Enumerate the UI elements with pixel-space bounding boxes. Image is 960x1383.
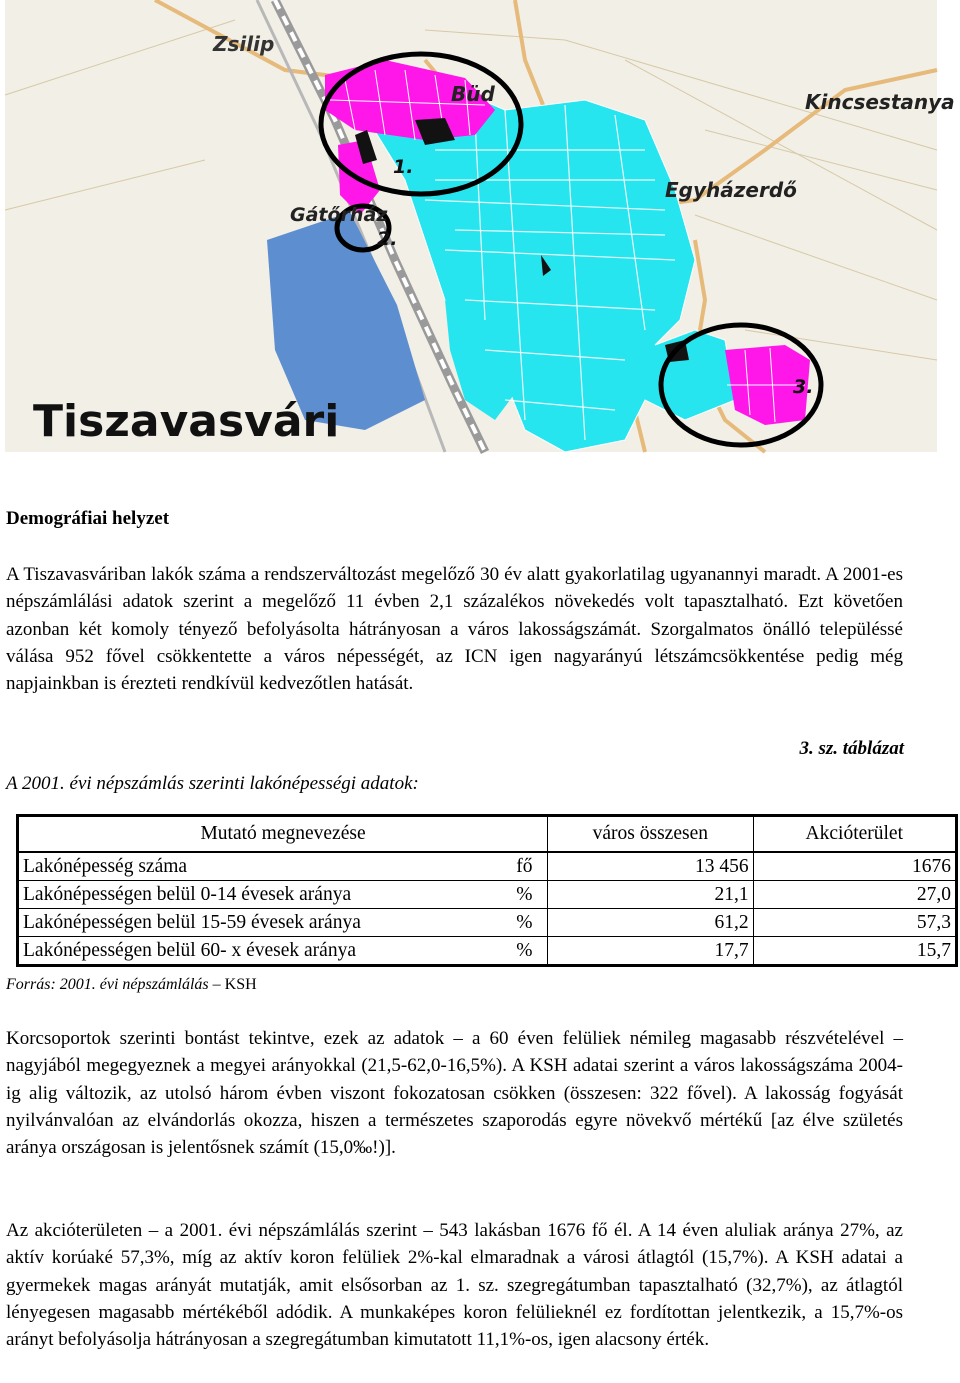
table-row: [18, 881, 957, 909]
population-table: [16, 814, 958, 967]
row-label: Lakónépességen belül 15-59 évesek aránya: [18, 909, 502, 937]
row-label: Lakónépesség száma: [18, 852, 502, 881]
paragraph-intro: A Tiszavasváriban lakók száma a rendszerváltozást megelőző 30 év alatt gyakorlatilag ugyanannyi maradt. A 2001-es népszámlálási adatok szerint a megelőző 11 évben 2,1 százalékos növekedés volt tapasztalható. Ezt követően azonban két komoly tényező befolyásolta hátrányosan a város lakosságszámát. Szorgalmatos önálló településsé válása 952 fővel csökkentette a város népességét, az ICN igen nagyarányú létszámcsökkentése pedig még napjainkban is érezteti rendkívül kedvezőtlen hatását.: [6, 564, 903, 695]
header-action-area: Akcióterület: [753, 816, 956, 853]
row-city-value: 13 456: [548, 852, 754, 881]
area-marker-2: 2.: [377, 228, 398, 250]
map-label-zsilip: Zsilip: [213, 32, 275, 56]
header-indicator: Mutató megnevezése: [18, 816, 548, 853]
area-marker-3: 3.: [793, 376, 814, 398]
map-graphic: [5, 0, 955, 452]
header-city-total: város összesen: [548, 816, 754, 853]
row-city-value: 61,2: [548, 909, 754, 937]
row-unit: fő: [502, 852, 548, 881]
row-unit: %: [502, 881, 548, 909]
table-row: [18, 937, 957, 966]
table-row: [18, 909, 957, 937]
table-number: 3. sz. táblázat: [799, 738, 904, 759]
table-source: [6, 976, 257, 994]
row-area-value: 27,0: [753, 881, 956, 909]
map-label-kincsestanya: Kincsestanya: [805, 90, 955, 114]
row-city-value: 17,7: [548, 937, 754, 966]
source-prefix: Forrás: 2001. évi népszámlálás –: [6, 976, 221, 993]
paragraph-age-groups: Korcsoportok szerinti bontást tekintve, ezek az adatok – a 60 éven felüliek némileg magasabb részvételével – nagyjából megegyeznek a megyei arányokkal (21,5-62,0-16,5%). A KSH adatai szerint a város lakosságszáma 2004-ig alig változik, az utolsó három évben viszont fokozatosan csökken (összesen: 322 fővel). A lakosság fogyását nyilvánvalóan az elvándorlás okozza, hiszen a természetes szaporodás egyre növekvő mértékű [az élve születés aránya országosan is jelentősnek számít (15,0‰!)].: [6, 1028, 903, 1159]
row-unit: %: [502, 909, 548, 937]
row-city-value: 21,1: [548, 881, 754, 909]
row-area-value: 1676: [753, 852, 956, 881]
map-label-bud: Büd: [451, 82, 495, 106]
table-caption: A 2001. évi népszámlás szerinti lakónépességi adatok:: [6, 773, 419, 794]
row-area-value: 15,7: [753, 937, 956, 966]
settlement-map: [5, 0, 955, 452]
map-title: Tiszavasvári: [33, 396, 340, 447]
map-label-gatorhaz: Gátőrház: [290, 204, 388, 226]
row-area-value: 57,3: [753, 909, 956, 937]
source-org: KSH: [224, 976, 257, 993]
row-label: Lakónépességen belül 60- x évesek aránya: [18, 937, 502, 966]
map-label-egyhazerdo: Egyházerdő: [665, 178, 797, 202]
paragraph-action-area: Az akcióterületen – a 2001. évi népszámlálás szerint – 543 lakásban 1676 fő él. A 14 éven aluliak aránya 27%, az aktív korúaké 57,3%, míg az aktív koron felüliek 2%-kal elmaradnak a városi átlagtól (15,7%). A KSH adatai a gyermekek magas arányát mutatják, amit elsősorban az 1. sz. szegregátumban tapasztalható (32,7%), az átlagtól lényegesen magasabb mértékéből adódik. A munkaképes koron felülieknél ez fordítottan jelentkezik, a 15,7%-os arányt befolyásolja hátrányosan a szegregátumban kimutatott 11,1%-os, igen alacsony érték.: [6, 1220, 903, 1351]
table-header-row: [18, 816, 957, 853]
row-unit: %: [502, 937, 548, 966]
section-heading: Demográfiai helyzet: [6, 508, 170, 529]
row-label: Lakónépességen belül 0-14 évesek aránya: [18, 881, 502, 909]
area-marker-1: 1.: [393, 156, 414, 178]
table-row: [18, 852, 957, 881]
